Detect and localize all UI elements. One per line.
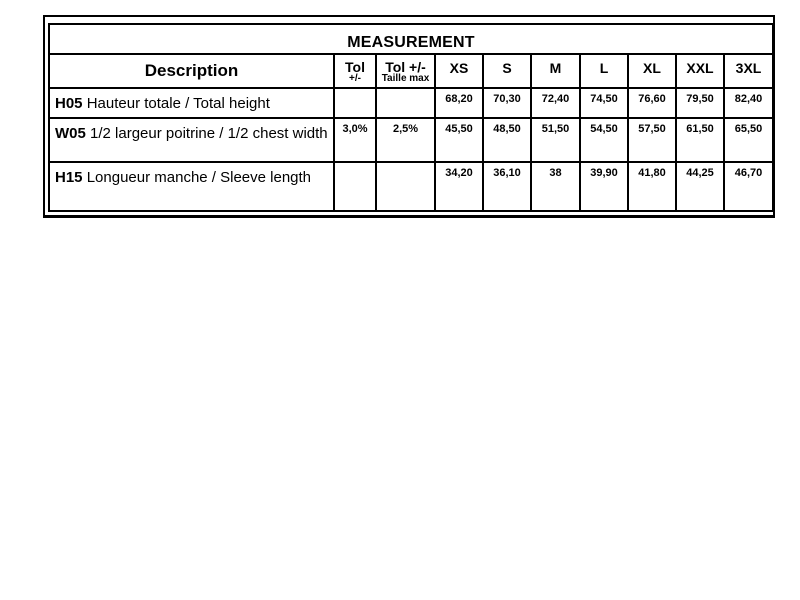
header-size-m: M [531,54,580,88]
table-row [49,162,773,211]
value-xl: 41,80 [628,162,676,211]
header-row [49,54,773,88]
value-m: 72,40 [531,88,580,118]
row-label: 1/2 largeur poitrine / 1/2 chest width [90,125,328,142]
value-s: 48,50 [483,118,531,162]
value-xl: 57,50 [628,118,676,162]
row-code: H15 [55,169,83,186]
row-description [49,118,334,162]
value-xxl: 79,50 [676,88,724,118]
header-tol-max-sub: Taille max [381,73,430,84]
row-tol-max [376,162,435,211]
header-size-xl: XL [628,54,676,88]
value-l: 74,50 [580,88,628,118]
row-tol: 3,0% [334,118,376,162]
row-label: Longueur manche / Sleeve length [86,169,312,186]
header-size-xs: XS [435,54,483,88]
value-xs: 45,50 [435,118,483,162]
value-xs: 68,20 [435,88,483,118]
header-tol-sub: +/- [349,73,361,84]
header-tol-max-label: Tol +/- [385,59,426,75]
value-xxl: 61,50 [676,118,724,162]
row-tol-max: 2,5% [376,118,435,162]
header-size-3xl: 3XL [724,54,773,88]
row-description [49,88,334,118]
value-xl: 76,60 [628,88,676,118]
header-size-xxl: XXL [676,54,724,88]
row-tol [334,162,376,211]
value-s: 36,10 [483,162,531,211]
row-label: Hauteur totale / Total height [86,95,270,112]
header-tol-label: Tol [345,59,365,75]
value-3xl: 46,70 [724,162,773,211]
value-l: 39,90 [580,162,628,211]
measurement-table-frame [43,15,775,218]
header-tol-max [376,54,435,88]
row-code: H05 [55,95,83,112]
header-description: Description [49,54,334,88]
row-tol [334,88,376,118]
value-3xl: 65,50 [724,118,773,162]
table-row [49,118,773,162]
value-l: 54,50 [580,118,628,162]
table-row [49,88,773,118]
value-s: 70,30 [483,88,531,118]
row-tol-max [376,88,435,118]
header-size-s: S [483,54,531,88]
value-xs: 34,20 [435,162,483,211]
value-3xl: 82,40 [724,88,773,118]
table-title: MEASUREMENT [49,24,773,54]
value-m: 38 [531,162,580,211]
value-m: 51,50 [531,118,580,162]
value-xxl: 44,25 [676,162,724,211]
header-tol [334,54,376,88]
row-code: W05 [55,125,86,142]
row-description [49,162,334,211]
header-size-l: L [580,54,628,88]
measurement-table [48,23,774,212]
